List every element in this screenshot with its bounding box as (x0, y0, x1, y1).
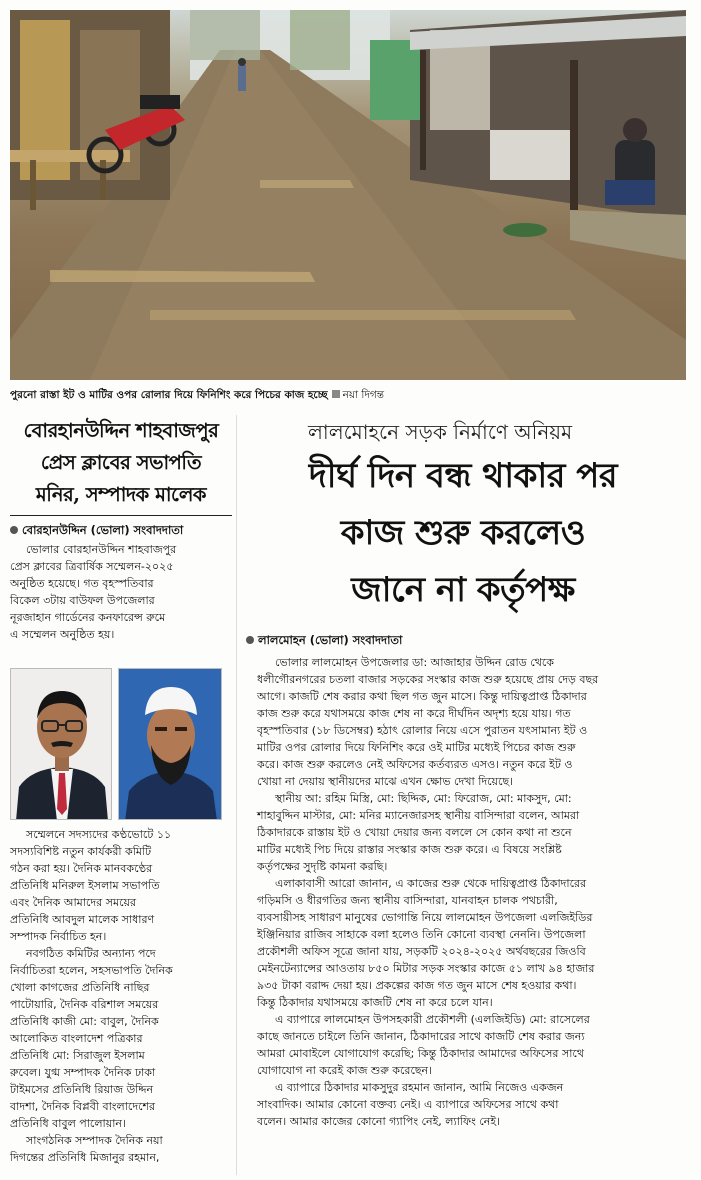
text-line: কাছে জানতে চাইলে তিনি জানান, ঠিকাদারের সাথে কাজটি শেষ করার জন্য (257, 1030, 585, 1043)
left-body-4 (10, 1132, 232, 1166)
text-line: প্রেস ক্লাবের ত্রিবার্ষিক সম্মেলন-২০২৫ (10, 560, 174, 573)
bullet-icon (246, 636, 254, 644)
text-line: এ সম্মেলন অনুষ্ঠিত হয়। (10, 628, 115, 641)
portrait-president (10, 668, 112, 820)
portrait-secretary (118, 668, 222, 820)
text-line: মাটির ওপর রোলার দিয়ে ফিনিশিং করে ওই মাটির মধ্যেই পিচের কাজ শুরু (257, 741, 576, 754)
main-headline-line: কাজ শুরু করলেও (340, 513, 586, 553)
text-line: এ ব্যাপারে লালমোহন উপসহকারী প্রকৌশলী (এলজিইডি) মো: রাসেলের (275, 1013, 590, 1026)
left-byline-text: বোরহানউদ্দিন (ভোলা) সংবাদদাতা (22, 523, 184, 537)
text-line: ঠিকাদারকে রাস্তায় ইট ও খোয়া দেয়ার জন্য বললে সে কোন কথা না শুনে (257, 826, 572, 839)
main-body (257, 654, 685, 1130)
main-headline (240, 448, 686, 619)
text-line: সদস্যবিশিষ্ট নতুন কার্যকরী কমিটি (10, 845, 152, 858)
text-line: আলোকিত বাংলাদেশ পত্রিকার (10, 1032, 143, 1045)
text-line: দিগন্তের প্রতিনিধি মিজানুর রহমান, (10, 1151, 160, 1164)
text-line: প্রকৌশলী অফিস সূত্রে জানা যায়, সড়কটি ২০২৪-২০২৫ অর্থবছরের জিওবি (257, 945, 586, 958)
text-line: ভোলার বোরহানউদ্দিন শাহবাজপুর (26, 543, 177, 556)
left-headline-line: বোরহানউদ্দিন শাহবাজপুর (23, 419, 219, 442)
text-line: প্রতিনিধি বাবুল পালোয়ান। (10, 1117, 126, 1130)
text-line: ভোলার লালমোহন উপজেলার ডা: আজাহার উদ্দিন রোড থেকে (275, 656, 554, 669)
text-line: এলাকাবাসী আরো জানান, এ কাজের শুরু থেকে দায়িত্বপ্রাপ্ত ঠিকাদারের (275, 877, 587, 890)
text-line: করে। কাজ শুরু করলেও নেই অফিসের কর্তব্যরত এসও। নতুন করে ইট ও (257, 758, 573, 771)
text-line: যোগাযোগ না করেই কাজ শুরু করেছেন। (257, 1064, 433, 1077)
text-line: শাহাবুদ্দিন মাস্টার, মো: মনির ম্যানেজারসহ স্থানীয় বাসিন্দারা বলেন, আমরা (257, 809, 580, 822)
caption-separator-icon (332, 390, 340, 398)
text-line: অনুষ্ঠিত হয়েছে। গত বৃহস্পতিবার (10, 577, 154, 590)
text-line: নির্বাচিতরা হলেন, সহসভাপতি দৈনিক (10, 964, 173, 977)
text-line: বাদশা, দৈনিক বিপ্লবী বাংলাদেশের (10, 1100, 156, 1113)
left-body-1 (10, 541, 232, 643)
text-line: রুবেল। যুগ্ম সম্পাদক দৈনিক ঢাকা (10, 1066, 156, 1079)
left-headline-line: মনির, সম্পাদক মালেক (35, 483, 207, 506)
text-line: প্রতিনিধি মনিরুল ইসলাম সভাপতি (10, 879, 160, 892)
left-story (10, 415, 232, 643)
text-line: এ ব্যাপারে ঠিকাদার মাকসুদুর রহমান জানান, আমি নিজেও একজন (275, 1081, 564, 1094)
text-line: প্রতিনিধি মো: সিরাজুল ইসলাম (10, 1049, 145, 1062)
road-photo (10, 10, 686, 380)
left-body-3 (10, 945, 232, 1132)
text-line: খোলা কাগজের প্রতিনিধি নাছির (10, 981, 150, 994)
main-headline-line: জানে না কর্তৃপক্ষ (351, 570, 575, 610)
text-line: ব্যবসায়ীসহ সাধারণ মানুষের ভোগান্তি নিয়ে লালমোহন উপজেলা এলজিইডির (257, 911, 593, 924)
text-line: সম্মেলনে সদস্যদের কণ্ঠভোটে ১১ (26, 828, 172, 841)
left-body-2 (10, 826, 232, 945)
text-line: স্থানীয় আ: রহিম মিস্ত্রি, মো: ছিদ্দিক, মো: ফিরোজ, মো: মাকসুদ, মো: (275, 792, 572, 805)
portrait-president-illustration (11, 669, 112, 820)
text-line: বিকেল ৩টায় বাউফল উপজেলার (10, 594, 155, 607)
text-line: ইঞ্জিনিয়ার রাজিব সাহাকে বলা হলেও তিনি কোনো ব্যবস্থা নেননি। উপজেলা (257, 928, 586, 941)
text-line: প্রতিনিধি কাজী মো: বাবুল, দৈনিক (10, 1015, 159, 1028)
text-line: টাইমসের প্রতিনিধি রিয়াজ উদ্দিন (10, 1083, 154, 1096)
text-line: কাজ শুরু করে যথাসময়ে কাজ শেষ না করে দীর্ঘদিন অদৃশ্য হয়ে যায়। গত (257, 707, 571, 720)
photo-caption (10, 388, 686, 405)
left-headline-line: প্রেস ক্লাবের সভাপতি (40, 451, 202, 474)
text-line: পাটোয়ারি, দৈনিক বরিশাল সময়ের (10, 998, 159, 1011)
text-line: নবগঠিত কমিটির অন্যান্য পদে (26, 947, 156, 960)
text-line: মাটির মধ্যেই পিচ দিয়ে রাস্তার সংস্কার কাজ শুরু করে। এ বিষয়ে সংশ্লিষ্ট (257, 843, 562, 856)
text-line: সাংবাদিক। আমার কোনো বক্তব্য নেই। এ ব্যাপারে অফিসের সাথে কথা (257, 1098, 559, 1111)
text-line: এবং দৈনিক আমাদের সময়ের (10, 896, 137, 909)
text-line: খোয়া না দেয়ায় স্থানীয়দের মাঝে এখন ক্ষোভ দেখা দিয়েছে। (257, 775, 514, 788)
text-line: গড়িমসি ও ধীরগতির জন্য স্থানীয় বাসিন্দারা, যানবাহন চালক পথচারী, (257, 894, 558, 907)
text-line: সাংগঠনিক সম্পাদক দৈনিক নয়া (26, 1134, 163, 1147)
text-line: প্রতিনিধি আবদুল মালেক সাধারণ (10, 913, 155, 926)
left-byline (10, 522, 232, 541)
text-line: মেইনটেন্যান্সের আওতায় ৮৫০ মিটার সড়ক সংস্কার কাজে ৫১ লাখ ৯৪ হাজার (257, 962, 595, 975)
portrait-photos (10, 668, 222, 820)
caption-text: পুরনো রাস্তা ইট ও মাটির ওপর রোলার দিয়ে ফিনিশিং করে পিচের কাজ হচ্ছে (10, 389, 328, 401)
text-line: ধলীগৌরনগরের চতলা বাজার সড়কের সংস্কার কাজ শুরু হয়েছে প্রায় দেড় বছর (257, 673, 599, 686)
left-story-continued (10, 826, 232, 1166)
text-line: ৯৩৫ টাকা বরাদ্দ দেয়া হয়। প্রকল্পের কাজ গত জুন মাসে শেষ হওয়ার কথা। (257, 979, 577, 992)
main-kicker: লালমোহনে সড়ক নির্মাণে অনিয়ম (308, 420, 573, 444)
text-line: সম্পাদক নির্বাচিত হন। (10, 930, 107, 943)
column-divider (236, 415, 237, 1175)
portrait-secretary-illustration (119, 669, 222, 820)
bullet-icon (10, 526, 18, 534)
text-line: বৃহস্পতিবার (১৮ ডিসেম্বর) হঠাৎ রোলার নিয়ে এসে পুরাতন যৎসামান্য ইট ও (257, 724, 588, 737)
text-line: কিন্তু ঠিকাদার যথাসময়ে কাজটি শেষ না করে চলে যান। (257, 996, 493, 1009)
text-line: নূরজাহান গার্ডেনের কনফারেন্স রুমে (10, 611, 166, 624)
text-line: গঠন করা হয়। দৈনিক মানবকণ্ঠের (10, 862, 153, 875)
text-line: কর্তৃপক্ষের সুদৃষ্টি কামনা করছি। (257, 860, 388, 873)
main-byline (246, 632, 402, 651)
text-line: আগে। কাজটি শেষ করার কথা ছিল গত জুন মাসে। কিন্তু দায়িত্বপ্রাপ্ত ঠিকাদার (257, 690, 587, 703)
main-byline-text: লালমোহন (ভোলা) সংবাদদাতা (258, 633, 403, 647)
road-photo-illustration (10, 10, 686, 380)
text-line: বলেন। আমার কাজের কোনো গ্যাপিং নেই, ল্যাফিং নেই। (257, 1115, 500, 1128)
main-headline-line: দীর্ঘ দিন বন্ধ থাকার পর (308, 456, 618, 496)
caption-source: নয়া দিগন্ত (342, 389, 385, 401)
left-headline (10, 415, 232, 511)
text-line: আমরা মোবাইলে যোগাযোগ করেছি; কিন্তু ঠিকাদার আমাদের অফিসের সাথে (257, 1047, 584, 1060)
left-headline-rule (10, 515, 232, 516)
